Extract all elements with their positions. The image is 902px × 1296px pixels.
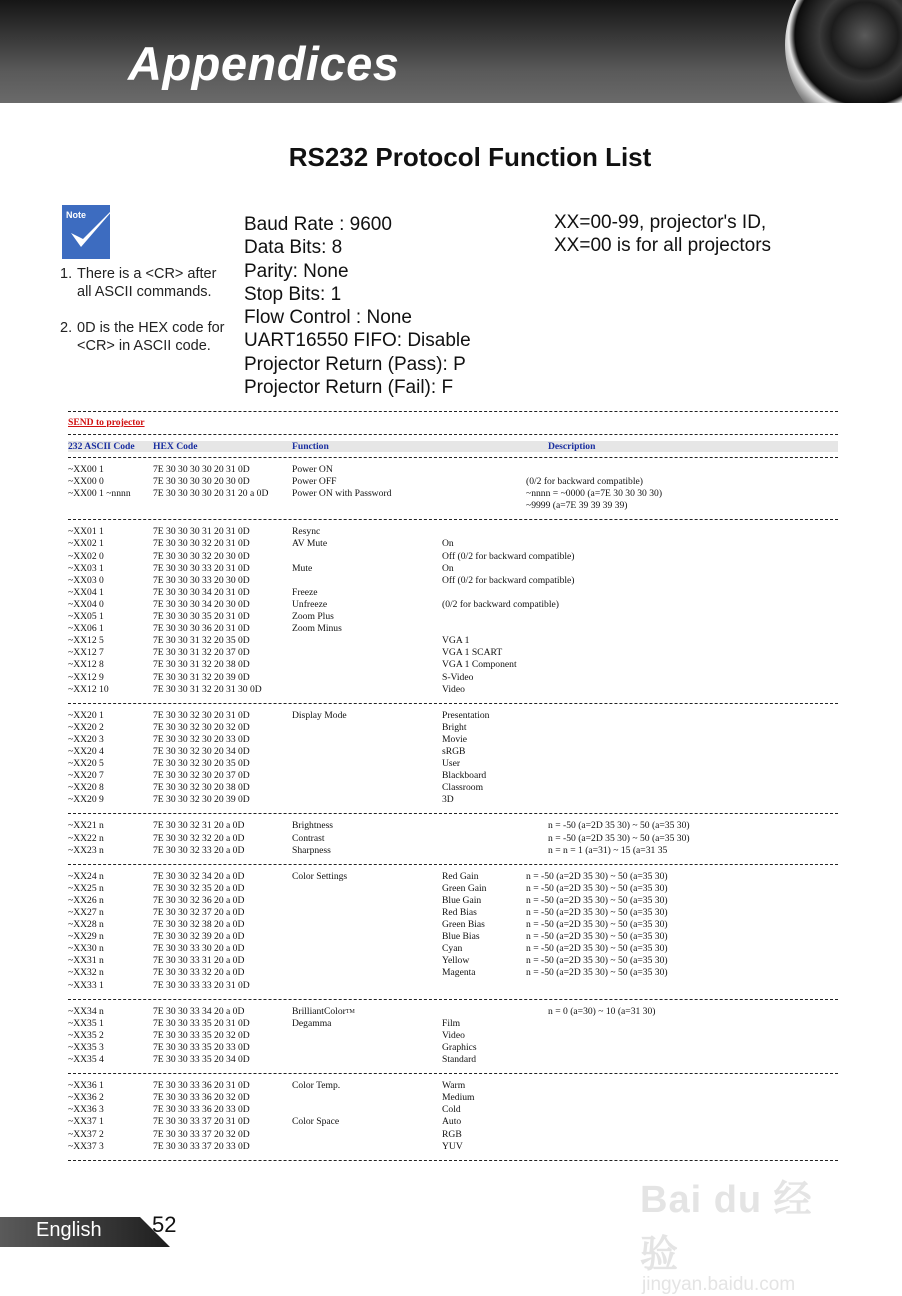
cell-hex: 7E 30 30 30 34 20 31 0D	[153, 586, 250, 598]
cell-d1: Off (0/2 for backward compatible)	[442, 550, 575, 562]
cell-ascii: ~XX01 1	[68, 526, 104, 538]
parity: Parity: None	[244, 260, 349, 282]
cell-d4: n = -50 (a=2D 35 30) ~ 50 (a=35 30)	[526, 943, 668, 955]
note-item: 2. 0D is the HEX code for <CR> in ASCII code.	[60, 320, 225, 354]
table-row	[68, 883, 838, 895]
cell-ascii: ~XX12 10	[68, 683, 109, 695]
cell-d1: Presentation	[442, 709, 490, 721]
table-row	[68, 931, 838, 943]
cell-d1: VGA 1 Component	[442, 659, 517, 671]
cell-d1: Cyan	[442, 943, 463, 955]
cell-ascii: ~XX35 2	[68, 1029, 104, 1041]
cell-d1: Movie	[442, 733, 468, 745]
cell-ascii: ~XX26 n	[68, 894, 104, 906]
table-row	[68, 845, 838, 857]
table-row	[68, 611, 838, 623]
separator	[68, 434, 838, 435]
table-row	[68, 464, 838, 476]
cell-func: Display Mode	[292, 709, 347, 721]
cell-hex: 7E 30 30 33 30 20 a 0D	[153, 943, 245, 955]
cell-hex: 7E 30 30 32 30 20 32 0D	[153, 721, 250, 733]
cell-ascii: ~XX30 n	[68, 943, 104, 955]
uart-fifo: UART16550 FIFO: Disable	[244, 330, 471, 352]
cell-d1: Yellow	[442, 955, 470, 967]
cell-d1: Red Gain	[442, 870, 479, 882]
table-row	[68, 1042, 838, 1054]
cell-hex: 7E 30 30 32 30 20 39 0D	[153, 794, 250, 806]
cell-hex: 7E 30 30 33 35 20 33 0D	[153, 1041, 250, 1053]
cell-d1: Warm	[442, 1080, 466, 1092]
cell-ascii: ~XX29 n	[68, 931, 104, 943]
cell-hex: 7E 30 30 32 30 20 37 0D	[153, 770, 250, 782]
cell-ascii: ~XX21 n	[68, 820, 104, 832]
cell-ascii: ~XX04 0	[68, 598, 104, 610]
cell-d1: YUV	[442, 1140, 463, 1152]
cell-hex: 7E 30 30 30 31 20 31 0D	[153, 526, 250, 538]
cell-ascii: ~XX36 3	[68, 1104, 104, 1116]
cell-ascii: ~XX37 3	[68, 1140, 104, 1152]
cell-ascii: ~XX02 0	[68, 550, 104, 562]
cell-func: Resync	[292, 526, 321, 538]
cell-hex: 7E 30 30 30 34 20 30 0D	[153, 598, 250, 610]
cell-d4: n = -50 (a=2D 35 30) ~ 50 (a=35 30)	[526, 870, 668, 882]
table-row	[68, 1054, 838, 1066]
cell-d4: n = -50 (a=2D 35 30) ~ 50 (a=35 30)	[526, 919, 668, 931]
table-row	[68, 587, 838, 599]
cell-ascii: ~XX20 3	[68, 733, 104, 745]
cell-d1: Red Bias	[442, 907, 477, 918]
cell-d4: n = -50 (a=2D 35 30) ~ 50 (a=35 30)	[526, 955, 668, 967]
cell-func: Contrast	[292, 832, 325, 844]
cell-hex: 7E 30 30 33 34 20 a 0D	[153, 1005, 245, 1017]
svg-text:Note: Note	[66, 210, 86, 220]
cell-ascii: ~XX20 8	[68, 782, 104, 794]
table-row	[68, 770, 838, 782]
table-row	[68, 488, 838, 500]
cell-func: Sharpness	[292, 844, 331, 856]
table-row	[68, 647, 838, 659]
cell-d1: RGB	[442, 1128, 462, 1140]
table-row	[68, 967, 838, 979]
command-group	[68, 704, 838, 814]
cell-d4: n = -50 (a=2D 35 30) ~ 50 (a=35 30)	[526, 894, 668, 906]
cell-ascii: ~XX06 1	[68, 623, 104, 635]
command-group	[68, 520, 838, 702]
header-banner	[0, 0, 902, 103]
cell-func: Color Temp.	[292, 1080, 341, 1092]
cell-d4: n = -50 (a=2D 35 30) ~ 50 (a=35 30)	[526, 967, 668, 979]
column-header: 232 ASCII Code HEX Code Function Description	[68, 441, 838, 452]
table-row	[68, 623, 838, 635]
baidu-watermark	[640, 1168, 850, 1295]
cell-hex: 7E 30 30 33 36 20 33 0D	[153, 1104, 250, 1116]
cell-d1: Blackboard	[442, 770, 487, 782]
cell-func: Power OFF	[292, 476, 337, 488]
cell-hex: 7E 30 30 32 33 20 a 0D	[153, 844, 245, 856]
table-row	[68, 1030, 838, 1042]
table-row	[68, 833, 838, 845]
cell-d4: n = -50 (a=2D 35 30) ~ 50 (a=35 30)	[526, 907, 668, 918]
cell-d3: n = n = 1 (a=31) ~ 15 (a=31 35	[548, 844, 668, 856]
cell-hex: 7E 30 30 33 36 20 32 0D	[153, 1092, 250, 1104]
cell-ascii: ~XX00 1 ~nnnn	[68, 488, 131, 500]
header-title: Appendices	[128, 37, 400, 90]
cell-hex: 7E 30 30 33 35 20 32 0D	[153, 1029, 250, 1041]
cell-ascii: ~XX22 n	[68, 832, 104, 844]
table-row	[68, 919, 838, 931]
cell-ascii: ~XX03 1	[68, 562, 104, 574]
cell-d1: User	[442, 758, 461, 770]
cell-ascii: ~XX20 7	[68, 770, 104, 782]
cell-hex: 7E 30 30 33 32 20 a 0D	[153, 967, 245, 979]
serial-settings	[244, 213, 471, 399]
table-row	[68, 820, 838, 832]
note-list	[60, 265, 230, 373]
command-group	[68, 1074, 838, 1160]
cell-d1: Cold	[442, 1104, 461, 1116]
cell-d2: (0/2 for backward compatible)	[526, 476, 643, 488]
cell-hex: 7E 30 30 32 30 20 34 0D	[153, 745, 250, 757]
cell-ascii: ~XX23 n	[68, 844, 104, 856]
cell-hex: 7E 30 30 32 35 20 a 0D	[153, 882, 245, 894]
cell-hex: 7E 30 30 33 36 20 31 0D	[153, 1080, 250, 1092]
cell-d2: ~9999 (a=7E 39 39 39 39)	[526, 500, 628, 512]
cell-hex: 7E 30 30 32 31 20 a 0D	[153, 820, 245, 832]
cell-ascii: ~XX24 n	[68, 870, 104, 882]
note-item: 1. There is a <CR> after all ASCII commands.	[60, 266, 217, 300]
cell-func: Brightness	[292, 820, 334, 832]
protocol-table	[68, 411, 838, 1161]
cell-hex: 7E 30 30 32 39 20 a 0D	[153, 931, 245, 943]
table-row	[68, 500, 838, 512]
cell-hex: 7E 30 30 31 32 20 35 0D	[153, 635, 250, 647]
cell-d1: Video	[442, 683, 465, 695]
cell-d1: Auto	[442, 1116, 462, 1128]
cell-d1: (0/2 for backward compatible)	[442, 598, 559, 610]
cell-d4: n = -50 (a=2D 35 30) ~ 50 (a=35 30)	[526, 882, 668, 894]
cell-d1: S-Video	[442, 671, 474, 683]
cell-hex: 7E 30 30 32 37 20 a 0D	[153, 907, 245, 918]
cell-d1: On	[442, 538, 454, 550]
cell-hex: 7E 30 30 30 30 20 31 20 a 0D	[153, 488, 269, 500]
cell-ascii: ~XX35 1	[68, 1017, 104, 1029]
note-check-icon	[61, 201, 121, 261]
table-row	[68, 907, 838, 919]
cell-func: Unfreeze	[292, 598, 328, 610]
table-row	[68, 895, 838, 907]
table-row	[68, 758, 838, 770]
cell-hex: 7E 30 30 33 35 20 34 0D	[153, 1054, 250, 1066]
cell-ascii: ~XX20 2	[68, 721, 104, 733]
cell-ascii: ~XX05 1	[68, 611, 104, 623]
cell-d1: 3D	[442, 794, 454, 806]
cell-func: Color Space	[292, 1116, 340, 1128]
table-row	[68, 672, 838, 684]
table-row	[68, 955, 838, 967]
stop-bits: Stop Bits: 1	[244, 283, 342, 305]
cell-hex: 7E 30 30 30 32 20 31 0D	[153, 538, 250, 550]
watermark-url: jingyan.baidu.com	[642, 1274, 796, 1295]
cell-hex: 7E 30 30 33 37 20 33 0D	[153, 1140, 250, 1152]
return-pass: Projector Return (Pass): P	[244, 353, 466, 375]
separator	[68, 1160, 838, 1161]
cell-ascii: ~XX04 1	[68, 586, 104, 598]
table-row	[68, 575, 838, 587]
table-row	[68, 659, 838, 671]
cell-ascii: ~XX12 5	[68, 635, 104, 647]
cell-hex: 7E 30 30 33 37 20 31 0D	[153, 1116, 250, 1128]
table-row	[68, 635, 838, 647]
cell-ascii: ~XX20 5	[68, 758, 104, 770]
cell-d3: n = -50 (a=2D 35 30) ~ 50 (a=35 30)	[548, 820, 690, 832]
cell-ascii: ~XX12 7	[68, 647, 104, 659]
cell-d1: Blue Bias	[442, 931, 480, 943]
cell-ascii: ~XX36 1	[68, 1080, 104, 1092]
table-row	[68, 722, 838, 734]
table-row	[68, 734, 838, 746]
flow-control: Flow Control : None	[244, 307, 412, 329]
cell-ascii: ~XX31 n	[68, 955, 104, 967]
table-row	[68, 1092, 838, 1104]
cell-func: AV Mute	[292, 538, 328, 550]
cell-func: Power ON	[292, 464, 333, 475]
cell-hex: 7E 30 30 32 30 20 38 0D	[153, 782, 250, 794]
cell-hex: 7E 30 30 33 37 20 32 0D	[153, 1128, 250, 1140]
table-row	[68, 1006, 838, 1018]
cell-func: Power ON with Password	[292, 488, 392, 500]
cell-d3: n = -50 (a=2D 35 30) ~ 50 (a=35 30)	[548, 832, 690, 844]
cell-hex: 7E 30 30 30 33 20 30 0D	[153, 574, 250, 586]
cell-ascii: ~XX35 4	[68, 1054, 104, 1066]
projector-lens-icon	[785, 0, 902, 103]
command-group	[68, 1000, 838, 1073]
cell-hex: 7E 30 30 30 36 20 31 0D	[153, 623, 250, 635]
command-group	[68, 865, 838, 999]
watermark-logo: Bai du 经验	[640, 1179, 813, 1276]
cell-hex: 7E 30 30 32 30 20 31 0D	[153, 709, 250, 721]
table-row	[68, 943, 838, 955]
cell-d1: Magenta	[442, 967, 476, 979]
trademark-sup: TM	[345, 1008, 355, 1015]
cell-hex: 7E 30 30 33 33 20 31 0D	[153, 979, 250, 991]
cell-func: Freeze	[292, 586, 318, 598]
cell-d1: Bright	[442, 721, 467, 733]
table-row	[68, 1080, 838, 1092]
cell-d1: Standard	[442, 1054, 477, 1066]
cell-ascii: ~XX33 1	[68, 979, 104, 991]
table-row	[68, 710, 838, 722]
cell-d1: Video	[442, 1029, 465, 1041]
command-groups	[68, 458, 838, 1161]
cell-hex: 7E 30 30 32 30 20 33 0D	[153, 733, 250, 745]
cell-ascii: ~XX37 1	[68, 1116, 104, 1128]
cell-ascii: ~XX00 1	[68, 464, 104, 475]
table-row	[68, 782, 838, 794]
cell-hex: 7E 30 30 30 30 20 30 0D	[153, 476, 250, 488]
cell-func: Degamma	[292, 1017, 332, 1029]
command-group	[68, 814, 838, 863]
command-group	[68, 458, 838, 519]
cell-hex: 7E 30 30 30 35 20 31 0D	[153, 611, 250, 623]
cell-ascii: ~XX27 n	[68, 907, 104, 918]
cell-func: Mute	[292, 562, 313, 574]
table-row	[68, 1018, 838, 1030]
table-row	[68, 476, 838, 488]
cell-hex: 7E 30 30 32 32 20 a 0D	[153, 832, 245, 844]
cell-func: Zoom Minus	[292, 623, 342, 635]
cell-ascii: ~XX28 n	[68, 919, 104, 931]
cell-ascii: ~XX34 n	[68, 1005, 104, 1017]
table-row	[68, 980, 838, 992]
table-row	[68, 1104, 838, 1116]
cell-ascii: ~XX25 n	[68, 882, 104, 894]
table-row	[68, 599, 838, 611]
section-label: SEND to projector	[68, 417, 145, 428]
cell-hex: 7E 30 30 32 34 20 a 0D	[153, 870, 245, 882]
cell-ascii: ~XX20 9	[68, 794, 104, 806]
return-fail: Projector Return (Fail): F	[244, 377, 454, 399]
cell-d3: n = 0 (a=30) ~ 10 (a=31 30)	[548, 1005, 656, 1017]
cell-hex: 7E 30 30 33 35 20 31 0D	[153, 1017, 250, 1029]
cell-hex: 7E 30 30 30 33 20 31 0D	[153, 562, 250, 574]
cell-ascii: ~XX00 0	[68, 476, 104, 488]
cell-hex: 7E 30 30 31 32 20 31 30 0D	[153, 683, 262, 695]
cell-d1: Green Gain	[442, 882, 487, 894]
cell-d1: Film	[442, 1017, 461, 1029]
table-row	[68, 526, 838, 538]
page-number: 52	[152, 1212, 177, 1237]
cell-func	[292, 1006, 355, 1018]
cell-d1: Green Bias	[442, 919, 485, 931]
cell-hex: 7E 30 30 32 30 20 35 0D	[153, 758, 250, 770]
table-row	[68, 1129, 838, 1141]
cell-ascii: ~XX20 4	[68, 745, 104, 757]
cell-ascii: ~XX32 n	[68, 967, 104, 979]
cell-d2: ~nnnn = ~0000 (a=7E 30 30 30 30)	[526, 488, 663, 500]
table-row	[68, 794, 838, 806]
cell-hex: 7E 30 30 32 36 20 a 0D	[153, 894, 245, 906]
cell-ascii: ~XX36 2	[68, 1092, 104, 1104]
cell-d1: Graphics	[442, 1041, 477, 1053]
table-row	[68, 551, 838, 563]
table-row	[68, 871, 838, 883]
cell-hex: 7E 30 30 32 38 20 a 0D	[153, 919, 245, 931]
table-row	[68, 563, 838, 575]
table-row	[68, 684, 838, 696]
cell-ascii: ~XX02 1	[68, 538, 104, 550]
cell-d1: On	[442, 562, 454, 574]
cell-func: Color Settings	[292, 870, 348, 882]
cell-ascii: ~XX12 8	[68, 659, 104, 671]
table-row	[68, 538, 838, 550]
cell-hex: 7E 30 30 31 32 20 38 0D	[153, 659, 250, 671]
cell-hex: 7E 30 30 30 32 20 30 0D	[153, 550, 250, 562]
cell-ascii: ~XX03 0	[68, 574, 104, 586]
cell-d1: VGA 1 SCART	[442, 647, 503, 659]
page-title: RS232 Protocol Function List	[288, 142, 652, 172]
baud-rate: Baud Rate : 9600	[244, 214, 392, 235]
function-name: BrilliantColor	[292, 1005, 346, 1017]
projector-id-note: XX=00-99, projector's ID, XX=00 is for all projectors	[554, 212, 772, 256]
table-row	[68, 1141, 838, 1153]
cell-d1: Medium	[442, 1092, 475, 1104]
cell-hex: 7E 30 30 30 30 20 31 0D	[153, 464, 250, 475]
cell-d1: Blue Gain	[442, 894, 482, 906]
cell-d1: Off (0/2 for backward compatible)	[442, 574, 575, 586]
cell-hex: 7E 30 30 33 31 20 a 0D	[153, 955, 245, 967]
cell-ascii: ~XX35 3	[68, 1041, 104, 1053]
cell-d1: sRGB	[442, 745, 466, 757]
footer-language: English	[36, 1219, 102, 1241]
cell-ascii: ~XX37 2	[68, 1128, 104, 1140]
table-row	[68, 1116, 838, 1128]
cell-func: Zoom Plus	[292, 611, 334, 623]
cell-d1: Classroom	[442, 782, 484, 794]
cell-d4: n = -50 (a=2D 35 30) ~ 50 (a=35 30)	[526, 931, 668, 943]
cell-hex: 7E 30 30 31 32 20 39 0D	[153, 671, 250, 683]
table-row	[68, 746, 838, 758]
data-bits: Data Bits: 8	[244, 237, 343, 259]
cell-ascii: ~XX20 1	[68, 709, 104, 721]
cell-ascii: ~XX12 9	[68, 671, 104, 683]
cell-d1: VGA 1	[442, 635, 470, 647]
cell-hex: 7E 30 30 31 32 20 37 0D	[153, 647, 250, 659]
